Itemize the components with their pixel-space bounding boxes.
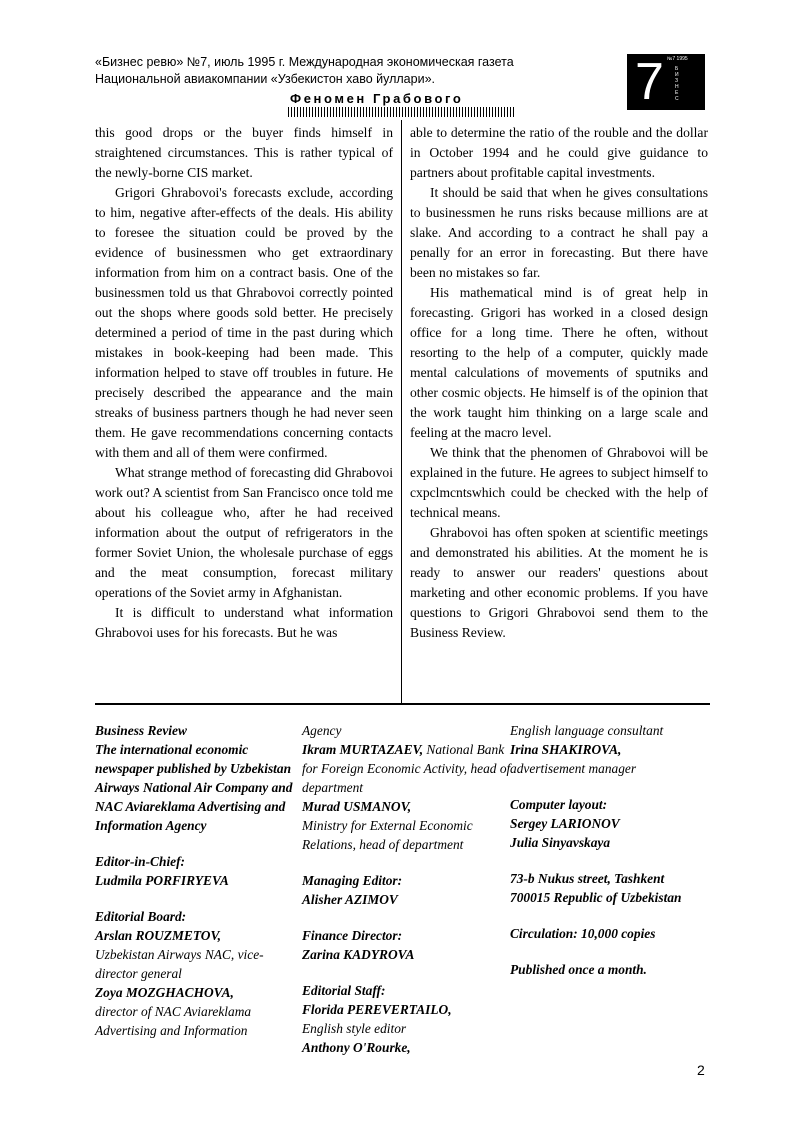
board-member-name: Arslan ROUZMETOV,	[95, 928, 222, 943]
issue-logo	[627, 54, 705, 110]
header-line-1: «Бизнес ревю» №7, июль 1995 г. Международная экономическая газета	[95, 55, 514, 69]
address-line: 700015 Republic of Uzbekistan	[510, 890, 682, 905]
finance-director-name: Zarina KADYROVA	[302, 947, 415, 962]
publication-name: Business Review	[95, 723, 187, 738]
paragraph: His mathematical mind is of great help in forecasting. Grigori has worked in a closed design office for a long time. There he often, without resorting to the help of a computer, quickly made mental calculations of movements of sputniks and other cosmic objects. He himself is of the opinion that the work taught him thinking on a large scale and feeling at the macro level.	[410, 285, 708, 440]
board-member-name: Murad USMANOV,	[302, 799, 412, 814]
consultant-name: Irina SHAKIROVA,	[510, 742, 622, 757]
layout-title: Computer layout:	[510, 797, 608, 812]
layout-name: Julia Sinyavskaya	[510, 835, 611, 850]
board-member-name: Ikram MURTAZAEV,	[302, 742, 424, 757]
board-member-role: director of NAC Aviareklama Advertising and Information	[95, 1004, 252, 1038]
managing-editor-name: Alisher AZIMOV	[302, 892, 398, 907]
board-member-role: Uzbekistan Airways NAC, vice-director general	[95, 947, 264, 981]
layout-name: Sergey LARIONOV	[510, 816, 620, 831]
logo-small-text: №7 1995	[667, 56, 688, 62]
page-number: 2	[697, 1062, 705, 1078]
paragraph: What strange method of forecasting did Ghrabovoi work out? A scientist from San Francisco once told me about his colleague who, after he had received information about the output of refrigerators in the former Soviet Union, the wholesale purchase of eggs and the meat consumption, forecast military operations of the Soviet army in Afghanistan.	[95, 465, 393, 600]
issue-number: 7	[635, 54, 664, 110]
staff-member-name: Florida PEREVERTAILO,	[302, 1002, 452, 1017]
page-header	[95, 54, 615, 88]
board-member	[302, 740, 512, 797]
masthead-divider	[95, 703, 710, 705]
agency-text: Agency	[302, 723, 342, 738]
board-member-role: Ministry for External Economic Relations, head of department	[302, 818, 473, 852]
staff-member-name: Anthony O'Rourke,	[302, 1040, 411, 1055]
board-member-name: Zoya MOZGHACHOVA,	[95, 985, 234, 1000]
masthead-column-1	[95, 721, 295, 1040]
logo-side-text: БИЗНЕС	[675, 66, 679, 102]
circulation: Circulation: 10,000 copies	[510, 926, 656, 941]
paragraph: Ghrabovoi has often spoken at scientific meetings and demonstrated his abilities. At the moment he is ready to answer our readers' questions about marketing and other economic problems. If you have questions to Grigori Ghrabovoi send them to the Business Review.	[410, 525, 708, 640]
editorial-staff-title: Editorial Staff:	[302, 983, 386, 998]
board-title: Editorial Board:	[95, 909, 187, 924]
section-rubric: Феномен Грабового	[290, 91, 464, 106]
editor-title: Editor-in-Chief:	[95, 854, 186, 869]
masthead-column-2	[302, 721, 512, 1057]
article-column-right	[410, 123, 708, 643]
managing-editor-title: Managing Editor:	[302, 873, 403, 888]
publication-description: The international economic newspaper published by Uzbekistan Airways National Air Company and NAC Aviareklama Advertising and Information Agency	[95, 742, 293, 833]
paragraph: Grigori Ghrabovoi's forecasts exclude, according to him, negative after-effects of the deals. His ability to foresee the situation could be proved by the evidence of businessmen who get extraordinary information from him on a contract basis. One of the businessmen told us that Ghrabovoi correctly pointed out the shops where goods sold better. He precisely determined a period of time in the past during which mistakes in book-keeping had been made. This information helped to stave off troubles in future. He precisely described the appearance and the main streaks of business partners though he had never seen them. He gave recommendations concerning contacts with them and all of them were confirmed.	[95, 185, 393, 460]
paragraph: We think that the phenomen of Ghrabovoi will be explained in the future. He agrees to subject himself to cxpclmcntswhich could be checked with the help of technical means.	[410, 445, 708, 520]
paragraph: this good drops or the buyer finds himself in straightened circumstances. This is rather typical of the newly-borne CIS market.	[95, 125, 393, 180]
paragraph: It is difficult to understand what information Ghrabovoi uses for his forecasts. But he was	[95, 605, 393, 640]
consultant-role: English language consultant	[510, 723, 664, 738]
editor-name: Ludmila PORFIRYEVA	[95, 873, 229, 888]
advertisement-role: advertisement manager	[510, 761, 637, 776]
paragraph: It should be said that when he gives consultations to businessmen he runs risks because millions are at slake. And according to a contract he shall pay a penally for an error in forecasting. But there have been no mistakes so far.	[410, 185, 708, 280]
staff-member-role: English style editor	[302, 1021, 407, 1036]
board-member-role: National Bank for Foreign Economic Activity, head of department	[302, 742, 511, 795]
header-line-2: Национальной авиакомпании «Узбекистон хаво йуллари».	[95, 72, 435, 86]
frequency: Published once a month.	[510, 962, 647, 977]
article-column-left	[95, 123, 393, 643]
paragraph: able to determine the ratio of the rouble and the dollar in October 1994 and he could give guidance to partners about profitable capital investments.	[410, 125, 708, 180]
masthead-column-3	[510, 721, 720, 979]
finance-director-title: Finance Director:	[302, 928, 403, 943]
rubric-hatch-decoration	[288, 107, 516, 117]
column-divider	[401, 120, 402, 703]
address-line: 73-b Nukus street, Tashkent	[510, 871, 665, 886]
